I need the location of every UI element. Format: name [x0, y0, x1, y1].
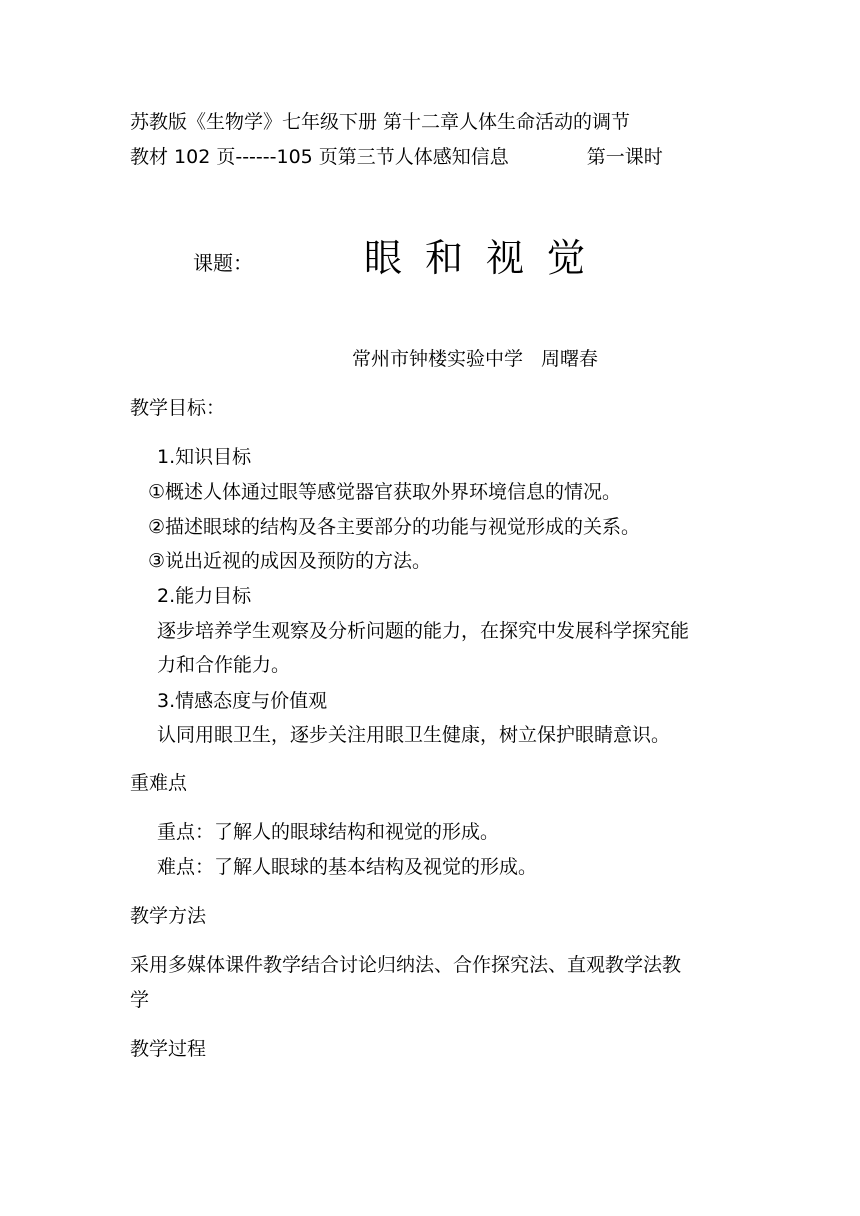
- header-textbook-line: 苏教版《生物学》七年级下册 第十二章人体生命活动的调节: [130, 111, 631, 133]
- header-pages-text: 教材 102 页------105 页第三节人体感知信息: [130, 146, 509, 168]
- method-text: 学: [130, 989, 150, 1011]
- author-line: [352, 347, 598, 371]
- knowledge-goal-item: ③说出近视的成因及预防的方法。: [148, 550, 432, 572]
- topic-label: 课题：: [193, 251, 253, 275]
- knowledge-goal-item: ①概述人体通过眼等感觉器官获取外界环境信息的情况。: [148, 481, 622, 503]
- header-lesson: 第一课时: [586, 146, 663, 168]
- ability-goal-text: 力和合作能力。: [157, 654, 291, 676]
- author-name: 周曙春: [541, 348, 599, 370]
- key-points-heading: 重难点: [130, 772, 188, 794]
- knowledge-goal-item: ②描述眼球的结构及各主要部分的功能与视觉形成的关系。: [148, 516, 641, 538]
- goals-heading: 教学目标：: [130, 397, 226, 419]
- author-school: 常州市钟楼实验中学: [352, 348, 524, 370]
- topic-title: 眼和视觉: [364, 236, 609, 280]
- attitude-goal-text: 认同用眼卫生，逐步关注用眼卫生健康，树立保护眼睛意识。: [157, 724, 671, 746]
- knowledge-goal-heading: 1.知识目标: [157, 446, 252, 468]
- key-point-difficulty: 难点：了解人眼球的基本结构及视觉的形成。: [157, 856, 538, 878]
- ability-goal-text: 逐步培养学生观察及分析问题的能力，在探究中发展科学探究能: [157, 620, 690, 642]
- method-heading: 教学方法: [130, 905, 207, 927]
- key-point-focus: 重点：了解人的眼球结构和视觉的形成。: [157, 821, 500, 843]
- method-text: 采用多媒体课件教学结合讨论归纳法、合作探究法、直观教学法教: [130, 954, 682, 976]
- attitude-goal-heading: 3.情感态度与价值观: [157, 690, 328, 712]
- process-heading: 教学过程: [130, 1038, 207, 1060]
- header-pages-line: [130, 145, 663, 169]
- ability-goal-heading: 2.能力目标: [157, 585, 252, 607]
